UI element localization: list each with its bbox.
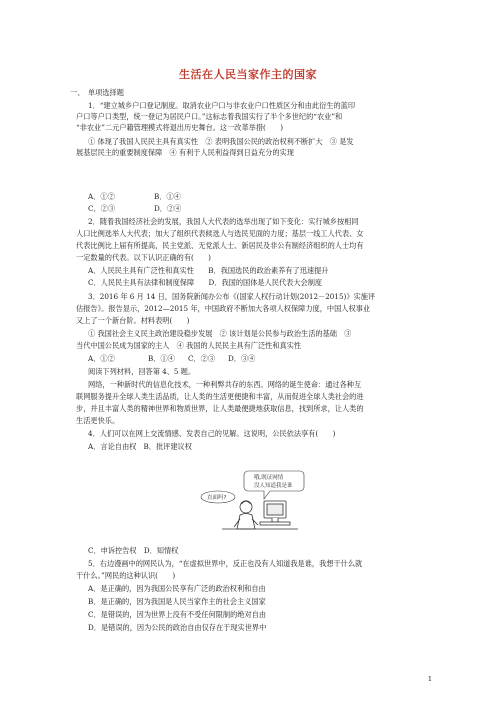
bubble-right-line-1: 哦,既证网情 [254, 475, 284, 481]
bubble-left-text: 直面吗? [207, 495, 227, 501]
q2-options-cd: C．人民民主具有法律和制度保障 D．我国的国体是人民代表大会制度 [88, 278, 323, 287]
reading-line-2: 联网服务提升全球人类生活品质，让人类的生活更便捷和丰富，从而促进全球人类社会的进 [76, 392, 364, 401]
bubble-right-line-2: 没人知道我是谁 [254, 483, 293, 489]
q1-line-3: “非农业”二元户籍管理模式将退出历史舞台。这一改革举措( ) [76, 123, 284, 132]
computer-icon [260, 501, 290, 525]
q3-option-c: C．②③ [188, 354, 216, 363]
q1-line-2: 户口等户口类型，统一登记为居民户口。”这标志着我国实行了半个多世纪的“农业”和 [76, 112, 343, 121]
q1-statements-2: 展基层民主的重要制度保障 ④ 有利于人民利益得到日益充分的实现 [76, 148, 294, 157]
q5-option-a: A．是正确的，因为我国公民享有广泛的政治权利和自由 [88, 584, 266, 593]
reading-line-1: 网络，一种新时代的信息化技术，一种利弊共存的东西。网络的诞生使命：通过各种互 [88, 380, 362, 389]
reading-line-4: 生活更快乐。 [76, 416, 120, 425]
q3-line-1: 3．2016 年 6 月 14 日，国务院新闻办公布《(国家人权行动计划(2012－2015)》实施评 [88, 292, 376, 301]
q1-options-row-1 [88, 192, 428, 202]
q5-line-2: 干什么。”网民的这种认识( ) [76, 571, 176, 580]
q4-stem: 4．人们可以在网上交流情感、发表自己的见解。这说明，公民依法享有( ) [88, 429, 336, 438]
q5-line-1: 5．右边漫画中的网民认为，“在虚拟世界中，反正也没有人知道我是谁，我想干什么就 [88, 559, 363, 568]
reading-intro: 阅读下列材料，回答第 4、5 题。 [88, 367, 196, 376]
cartoon-illustration [194, 455, 306, 541]
q3-statements-2: 当代中国公民成为国家的主人 ④ 我国的人民民主具有广泛性和真实性 [76, 341, 302, 350]
page-title: 生活在人民当家作主的国家 [179, 68, 317, 81]
q5-option-c: C．是错误的，因为世界上没有不受任何限制的绝对自由 [88, 610, 267, 619]
q3-options-row [88, 354, 428, 364]
q1-options-row-2 [88, 204, 428, 214]
section-heading: 一、 单项选择题 [70, 88, 124, 97]
q3-line-2: 估报告》。报告显示，2012—2015 年，中国政府不断加大各项人权保障力度，中国人权事业 [76, 304, 371, 313]
person-figure [234, 501, 258, 529]
q1-statements-1: ① 体现了我国人民民主具有真实性 ② 表明我国公民的政治权利不断扩大 ③ 是发 [88, 137, 354, 146]
q3-option-d: D．③④ [228, 354, 256, 363]
q3-line-3: 又上了一个新台阶。材料表明( ) [76, 316, 190, 325]
q5-option-b: B．是正确的，因为我国是人民当家作主的社会主义国家 [88, 597, 266, 606]
q1-option-b: B．①④ [154, 192, 181, 201]
q3-option-b: B．①④ [148, 354, 175, 363]
q2-options-ab: A．人民民主具有广泛性和真实性 B．我国选民的政治素养有了迅速提升 [88, 266, 329, 275]
q2-line-2: 人口比例选举人大代表；加大了组织代表候选人与选民见面的力度；基层一线工人代表、女 [76, 229, 364, 238]
q1-option-a: A．①② [88, 192, 115, 201]
reading-line-3: 步，并且丰富人类的精神世界和物质世界，让人类最便捷地获取信息，找到所求，让人类的 [76, 404, 364, 413]
q3-option-a: A．①② [88, 354, 115, 363]
page-number: 1 [427, 675, 432, 683]
q3-statements-1: ① 我国社会主义民主政治建设稳步发展 ② 该计划是公民参与政治生活的基础 ③ [88, 329, 352, 338]
q5-option-d: D．是错误的，因为公民的政治自由仅存在于现实世界中 [88, 623, 267, 632]
q2-line-4: 一定数量的代表。以下认识正确的有( ) [76, 253, 211, 262]
q1-option-d: D．②④ [154, 204, 182, 213]
q1-line-1: 1．“建立城乡户口登记制度。取消农业户口与非农业户口性质区分和由此衍生的蓝印 [88, 101, 356, 110]
q4-options-ab: A．言论自由权 B．批评建议权 [88, 442, 192, 451]
q2-line-1: 2．随着我国经济社会的发展，我国人大代表的选举出现了如下变化：实行城乡按相同 [88, 217, 359, 226]
q4-options-cd: C．申诉控告权 D．知情权 [88, 546, 179, 555]
q2-line-3: 代表比例比上届有所提高，民主党派、无党派人士、新居民及非公有制经济组织的人士均有 [76, 241, 364, 250]
q1-option-c: C．②③ [88, 204, 116, 213]
